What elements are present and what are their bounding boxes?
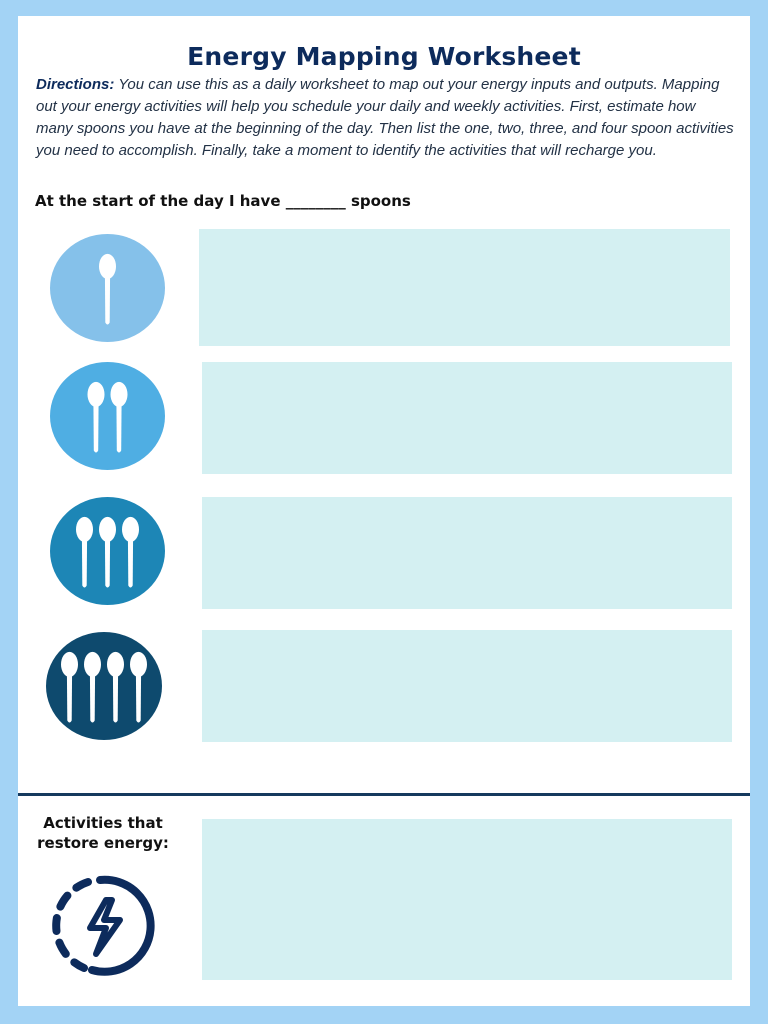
page-title: Energy Mapping Worksheet	[187, 42, 581, 71]
restore-energy-label: Activities that restore energy:	[37, 814, 169, 852]
section-divider	[18, 793, 750, 796]
three-spoon-activities-box[interactable]	[202, 497, 732, 609]
spoon-icon	[61, 652, 78, 723]
spoon-icon	[50, 234, 165, 342]
four-spoon-circle	[46, 632, 162, 740]
spoon-icon	[122, 517, 139, 588]
two-spoon-circle	[50, 362, 165, 470]
one-spoon-activities-box[interactable]	[199, 229, 730, 346]
spoon-icon	[46, 632, 162, 740]
spoon-icon	[99, 517, 116, 588]
spoon-icon	[107, 652, 124, 723]
energy-bolt-icon	[48, 872, 158, 976]
spoon-icon	[130, 652, 147, 723]
three-spoon-circle	[50, 497, 165, 605]
directions-text: You can use this as a daily worksheet to map out your energy inputs and outputs. Mapping out your energy activities will help you schedule your daily and weekly activities. First, estimate how many spoons you have at the beginning of the day. Then list the one, two, three, and four spoon activities you need to accomplish. Finally, take a moment to identify the activities that will recharge you.	[36, 76, 734, 159]
spoon-icon	[99, 254, 116, 325]
spoon-icon	[50, 497, 165, 605]
directions-label: Directions:	[36, 76, 115, 93]
spoon-icon	[76, 517, 93, 588]
start-spoons-line: At the start of the day I have ________ spoons	[35, 192, 411, 210]
spoon-icon	[111, 382, 128, 453]
spoon-icon	[50, 362, 165, 470]
spoon-icon	[88, 382, 105, 453]
restore-activities-box[interactable]	[202, 819, 732, 980]
worksheet	[18, 16, 750, 1006]
spoon-icon	[84, 652, 101, 723]
directions	[36, 74, 736, 162]
four-spoon-activities-box[interactable]	[202, 630, 732, 742]
one-spoon-circle	[50, 234, 165, 342]
two-spoon-activities-box[interactable]	[202, 362, 732, 474]
